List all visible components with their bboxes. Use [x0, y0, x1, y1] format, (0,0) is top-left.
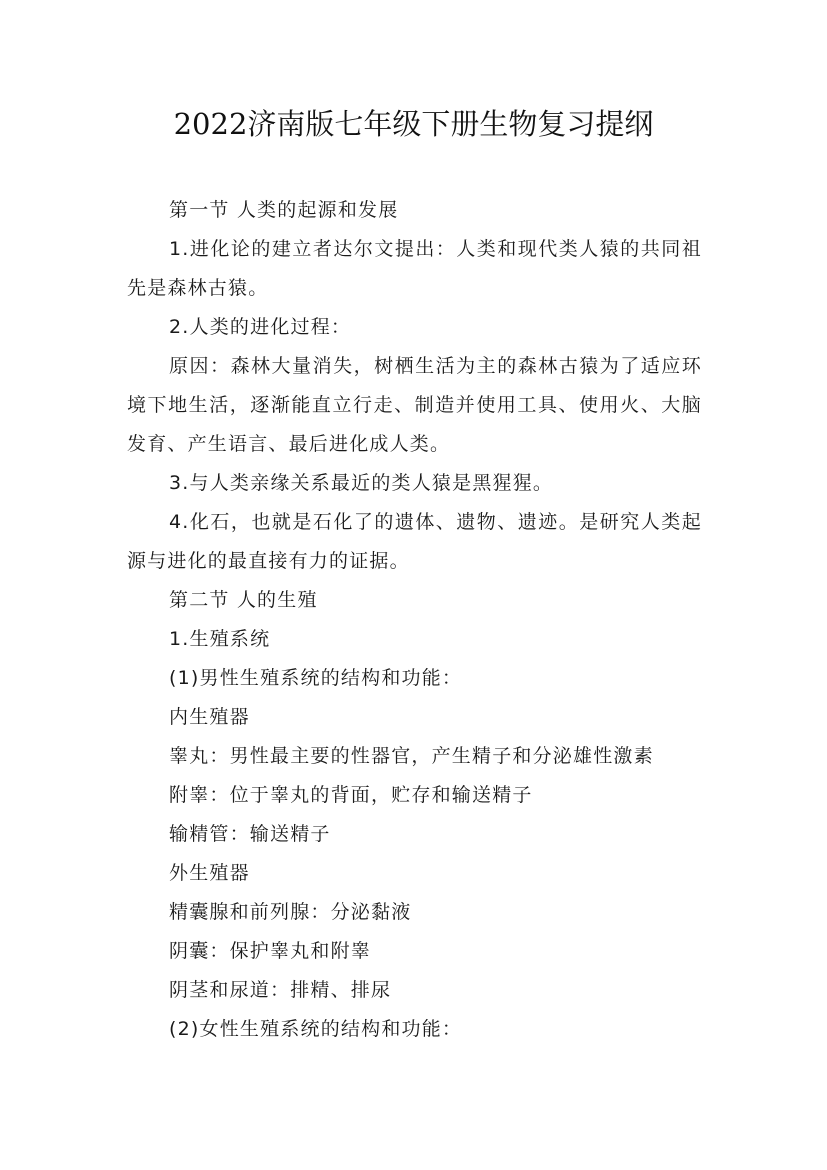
paragraph: 3.与人类亲缘关系最近的类人猿是黑猩猩。 [169, 472, 554, 494]
paragraph: 睾丸：男性最主要的性器官，产生精子和分泌雄性激素 [169, 745, 654, 767]
paragraph: 2.人类的进化过程： [169, 316, 352, 338]
paragraph: 附睾：位于睾丸的背面，贮存和输送精子 [169, 784, 533, 806]
paragraph: 1.生殖系统 [169, 628, 271, 650]
paragraph: 原因：森林大量消失，树栖生活为主的森林古猿为了适应环境下地生活，逐渐能直立行走、制造并使用工具、使用火、大脑发育、产生语言、最后进化成人类。 [127, 355, 702, 455]
paragraph: 阴囊：保护睾丸和附睾 [169, 940, 372, 962]
paragraph: 内生殖器 [169, 706, 250, 728]
document-body [127, 191, 702, 1049]
paragraph: 1.进化论的建立者达尔文提出：人类和现代类人猿的共同祖先是森林古猿。 [127, 238, 702, 299]
document-title: 2022济南版七年级下册生物复习提纲 [173, 107, 654, 141]
paragraph: (2)女性生殖系统的结构和功能： [169, 1018, 463, 1040]
paragraph: 4.化石，也就是石化了的遗体、遗物、遗迹。是研究人类起源与进化的最直接有力的证据。 [127, 511, 702, 572]
paragraph: 精囊腺和前列腺：分泌黏液 [169, 901, 412, 923]
paragraph: 阴茎和尿道：排精、排尿 [169, 979, 392, 1001]
paragraph: 外生殖器 [169, 862, 250, 884]
section-heading-2: 第二节 人的生殖 [169, 589, 318, 611]
paragraph: 输精管：输送精子 [169, 823, 331, 845]
paragraph: (1)男性生殖系统的结构和功能： [169, 667, 463, 689]
section-heading-1: 第一节 人类的起源和发展 [169, 199, 399, 221]
